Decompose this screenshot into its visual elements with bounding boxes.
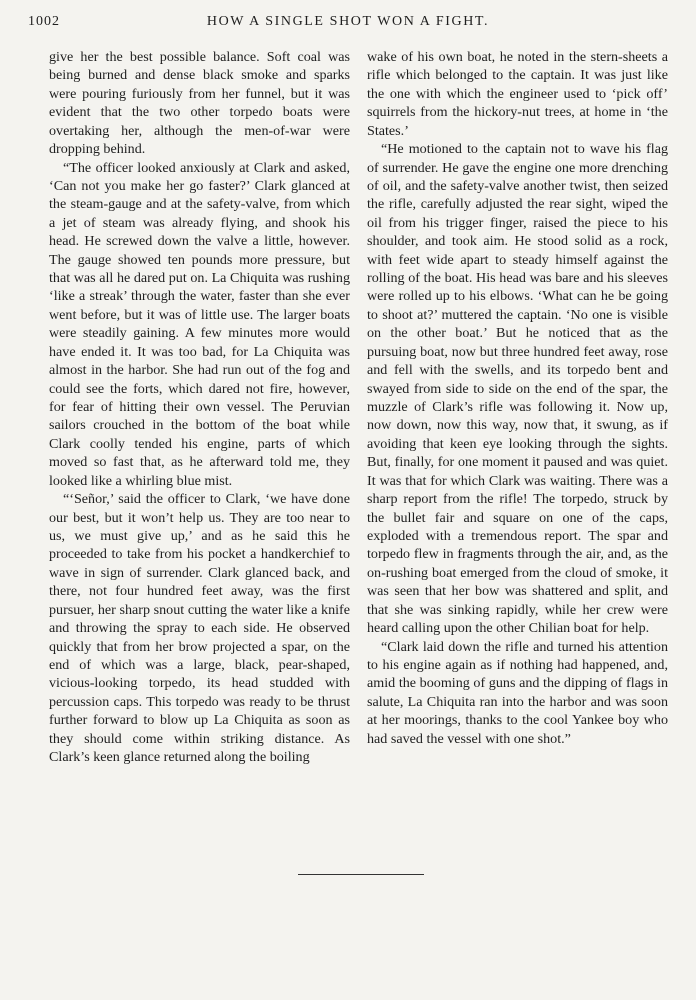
paragraph: “Clark laid down the rifle and turned his attention to his engine again as if nothing had happened, and, amid the booming of guns and the dipping of flags in salute, La Chiquita ran into the harbor and was soon at her moorings, thanks to the cool Yankee boy who had saved the vessel with one shot.” bbox=[367, 638, 668, 747]
page-header bbox=[28, 14, 668, 36]
paragraph: “The officer looked anxiously at Clark and asked, ‘Can not you make her go faster?’ Clark glanced at the steam-gauge and at the safety-valve, from which a jet of steam was already flying, and shook his head. He screwed down the valve a little, however. The gauge showed ten pounds more pressure, but that was all he dared put on. La Chiquita was rushing ‘like a streak’ through the water, faster than she ever went before, but it was of little use. The larger boats were steadily gaining. A few minutes more would have ended it. It was too bad, for La Chiquita was almost in the harbor. She had run out of the fog and could see the forts, which dared not fire, however, for fear of hitting their own vessel. The Peruvian sailors crouched in the bottom of the boat while Clark coolly tended his engine, parts of which moved so fast that, as he afterward told me, they looked like a whirling blue mist. bbox=[49, 159, 350, 489]
end-of-article-rule bbox=[298, 874, 424, 875]
running-title: HOW A SINGLE SHOT WON A FIGHT. bbox=[206, 14, 490, 29]
paragraph: wake of his own boat, he noted in the stern-sheets a rifle which belonged to the captain. It was just like the one with which the engineer used to ‘pick off’ squirrels from the hickory-nut trees, at home in ‘the States.’ bbox=[367, 49, 668, 139]
paragraph: give her the best possible balance. Soft coal was being burned and dense black smoke and sparks were pouring furiously from her funnel, but it was evident that the two other torpedo boats were overtaking her, although the men-of-war were dropping behind. bbox=[49, 49, 350, 158]
paragraph: “He motioned to the captain not to wave his flag of surrender. He gave the engine one more drenching of oil, and the safety-valve another twist, then seized the rifle, carefully adjusted the rear sight, wiped the oil from his trigger finger, raised the piece to his shoulder, and took aim. He stood solid as a rock, with feet wide apart to steady himself against the rolling of the boat. His head was bare and his sleeves were rolled up to his elbows. ‘What can he be going to shoot at?’ muttered the captain. ‘No one is visible on the other boat.’ But he noticed that as the pursuing boat, now but three hundred feet away, rose and fell with the swells, and its torpedo bent and swayed from side to side on the end of the spar, the muzzle of Clark’s rifle was following it. Now up, now down, now this way, now that, it swung, as if avoiding that keen eye looking through the sights. But, finally, for one moment it paused and was quiet. It was that for which Clark was waiting. There was a sharp report from the rifle! The torpedo, struck by the bullet fair and square on one of the caps, exploded with a tremendous report. The spar and torpedo flew in fragments through the air, and, as the on-rushing boat emerged from the cloud of smoke, it was seen that her bow was shattered and split, and that she was sinking rapidly, while her crew were heard calling upon the other Chilian boat for help. bbox=[367, 141, 668, 637]
paragraph: “‘Señor,’ said the officer to Clark, ‘we have done our best, but it won’t help us. They are too near to us, we must give up,’ and as he said this he proceeded to take from his pocket a handkerchief to wave in sign of surrender. Clark glanced back, and there, not four hundred feet away, was the first pursuer, her sharp snout cutting the water like a knife and throwing the spray to each side. He observed quickly that from her brow projected a spar, on the end of which was a large, black, pear-shaped, vicious-looking torpedo, its head studded with percussion caps. This torpedo was ready to be thrust further forward to blow up La Chiquita as soon as they should come within striking distance. As Clark’s keen glance returned along the boiling bbox=[49, 491, 350, 766]
left-column bbox=[49, 48, 350, 766]
page-number: 1002 bbox=[28, 14, 60, 29]
right-column bbox=[367, 48, 668, 748]
